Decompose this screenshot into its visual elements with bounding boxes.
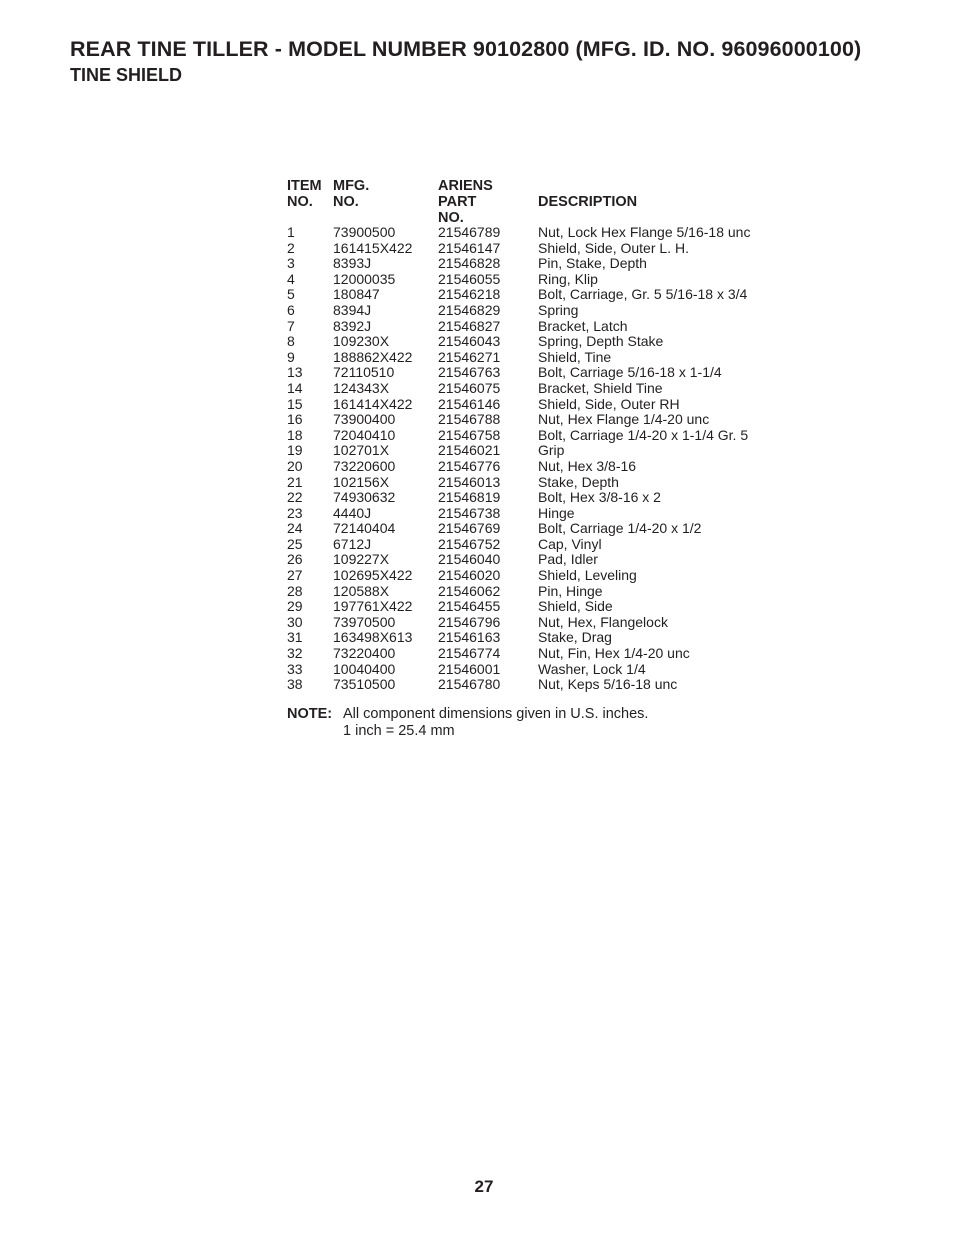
description-cell: Bracket, Latch [538,317,628,334]
item-no-cell: 2 [287,239,295,256]
mfg-no-cell: 72110510 [333,364,395,381]
item-no-cell: 30 [287,613,303,630]
description-cell: Bolt, Carriage 5/16-18 x 1-1/4 [538,364,722,381]
ariens-part-no-cell: 21546827 [438,317,501,334]
item-no-cell: 19 [287,442,303,459]
mfg-no-cell: 102695X422 [333,567,413,584]
description-cell: Nut, Hex 3/8-16 [538,457,637,474]
item-no-cell: 18 [287,426,303,443]
mfg-no-cell: 73900400 [333,411,396,428]
description-cell: Grip [538,442,565,459]
ariens-part-no-cell: 21546040 [438,551,501,568]
ariens-part-no-cell: 21546796 [438,613,501,630]
mfg-no-cell: 8393J [333,255,372,272]
item-no-cell: 6 [287,301,295,318]
description-cell: Spring [538,301,579,318]
mfg-no-cell: 102156X [333,473,390,490]
item-no-cell: 4 [287,270,295,287]
description-cell: Pad, Idler [538,551,598,568]
ariens-part-no-cell: 21546021 [438,442,501,459]
ariens-part-no-cell: 21546013 [438,473,501,490]
mfg-no-cell: 188862X422 [333,348,413,365]
description-cell: Bolt, Carriage 1/4-20 x 1/2 [538,520,702,537]
column-header-ariens-part-no: ARIENS PART NO. [438,178,493,226]
ariens-part-no-cell: 21546147 [438,239,501,256]
ariens-part-no-cell: 21546062 [438,582,501,599]
item-no-cell: 32 [287,645,303,662]
ariens-part-no-cell: 21546075 [438,379,501,396]
item-no-cell: 14 [287,379,303,396]
item-no-cell: 3 [287,255,295,272]
ariens-part-no-cell: 21546218 [438,286,501,303]
description-cell: Shield, Side, Outer L. H. [538,239,689,256]
ariens-part-no-cell: 21546774 [438,645,501,662]
item-no-cell: 9 [287,348,295,365]
description-cell: Bolt, Hex 3/8-16 x 2 [538,489,661,506]
description-cell: Shield, Tine [538,348,612,365]
description-cell: Spring, Depth Stake [538,333,664,350]
ariens-part-no-cell: 21546455 [438,598,501,615]
ariens-part-no-cell: 21546271 [438,348,501,365]
item-no-cell: 26 [287,551,303,568]
mfg-no-cell: 73220600 [333,457,396,474]
item-no-cell: 23 [287,504,303,521]
item-no-cell: 16 [287,411,303,428]
item-no-cell: 22 [287,489,303,506]
ariens-part-no-cell: 21546819 [438,489,501,506]
note-text: All component dimensions given in U.S. inches. 1 inch = 25.4 mm [343,706,649,739]
ariens-part-no-cell: 21546055 [438,270,501,287]
ariens-part-no-cell: 21546146 [438,395,501,412]
ariens-part-no-cell: 21546776 [438,457,501,474]
ariens-part-no-cell: 21546788 [438,411,501,428]
item-no-cell: 27 [287,567,303,584]
mfg-no-cell: 72140404 [333,520,396,537]
mfg-no-cell: 102701X [333,442,390,459]
ariens-part-no-cell: 21546752 [438,535,501,552]
description-cell: Hinge [538,504,575,521]
item-no-cell: 38 [287,676,303,693]
mfg-no-cell: 74930632 [333,489,396,506]
mfg-no-cell: 4440J [333,504,372,521]
page-number: 27 [474,1177,494,1196]
mfg-no-cell: 180847 [333,286,380,303]
description-cell: Shield, Side [538,598,613,615]
description-cell: Nut, Fin, Hex 1/4-20 unc [538,645,690,662]
description-cell: Stake, Drag [538,629,612,646]
item-no-cell: 7 [287,317,295,334]
description-cell: Cap, Vinyl [538,535,602,552]
mfg-no-cell: 120588X [333,582,390,599]
mfg-no-cell: 124343X [333,379,390,396]
description-cell: Ring, Klip [538,270,598,287]
ariens-part-no-cell: 21546758 [438,426,501,443]
item-no-cell: 31 [287,629,303,646]
item-no-cell: 20 [287,457,303,474]
description-cell: Shield, Leveling [538,567,637,584]
column-header-mfg-no: MFG. NO. [333,178,370,210]
item-no-cell: 13 [287,364,303,381]
description-cell: Nut, Hex Flange 1/4-20 unc [538,411,710,428]
mfg-no-cell: 6712J [333,535,372,552]
description-cell: Nut, Hex, Flangelock [538,613,668,630]
description-cell: Bolt, Carriage 1/4-20 x 1-1/4 Gr. 5 [538,426,749,443]
mfg-no-cell: 12000035 [333,270,396,287]
item-no-cell: 15 [287,395,303,412]
mfg-no-cell: 73220400 [333,645,396,662]
ariens-part-no-cell: 21546789 [438,224,501,240]
description-cell: Washer, Lock 1/4 [538,660,646,677]
mfg-no-cell: 161415X422 [333,239,413,256]
mfg-no-cell: 73510500 [333,676,396,693]
description-cell: Pin, Stake, Depth [538,255,647,272]
mfg-no-cell: 109227X [333,551,390,568]
description-cell: Bracket, Shield Tine [538,379,663,396]
mfg-no-cell: 73970500 [333,613,396,630]
column-header-item-no: ITEM NO. [287,178,322,210]
mfg-no-cell: 197761X422 [333,598,413,615]
item-no-cell: 1 [287,224,295,240]
mfg-no-cell: 8394J [333,301,372,318]
item-no-cell: 28 [287,582,303,599]
description-cell: Bolt, Carriage, Gr. 5 5/16-18 x 3/4 [538,286,748,303]
item-no-cell: 5 [287,286,295,303]
ariens-part-no-cell: 21546828 [438,255,501,272]
mfg-no-cell: 72040410 [333,426,396,443]
item-no-cell: 21 [287,473,303,490]
mfg-no-cell: 161414X422 [333,395,413,412]
description-cell: Stake, Depth [538,473,619,490]
mfg-no-cell: 109230X [333,333,390,350]
item-no-cell: 33 [287,660,303,677]
ariens-part-no-cell: 21546769 [438,520,501,537]
description-cell: Shield, Side, Outer RH [538,395,680,412]
item-no-cell: 8 [287,333,295,350]
ariens-part-no-cell: 21546780 [438,676,501,693]
ariens-part-no-cell: 21546043 [438,333,501,350]
ariens-part-no-cell: 21546020 [438,567,501,584]
mfg-no-cell: 73900500 [333,224,396,240]
item-no-cell: 29 [287,598,303,615]
ariens-part-no-cell: 21546163 [438,629,501,646]
section-title: TINE SHIELD [70,65,183,85]
page-title: REAR TINE TILLER - MODEL NUMBER 90102800 (MFG. ID. NO. 96096000100) [70,37,862,61]
description-cell: Nut, Keps 5/16-18 unc [538,676,678,693]
item-no-cell: 25 [287,535,303,552]
ariens-part-no-cell: 21546001 [438,660,501,677]
description-cell: Nut, Lock Hex Flange 5/16-18 unc [538,224,751,240]
column-header-description: DESCRIPTION [538,194,638,210]
ariens-part-no-cell: 21546738 [438,504,501,521]
ariens-part-no-cell: 21546763 [438,364,501,381]
mfg-no-cell: 163498X613 [333,629,413,646]
note-label: NOTE: [287,706,333,722]
mfg-no-cell: 10040400 [333,660,396,677]
item-no-cell: 24 [287,520,303,537]
description-cell: Pin, Hinge [538,582,603,599]
ariens-part-no-cell: 21546829 [438,301,501,318]
mfg-no-cell: 8392J [333,317,372,334]
